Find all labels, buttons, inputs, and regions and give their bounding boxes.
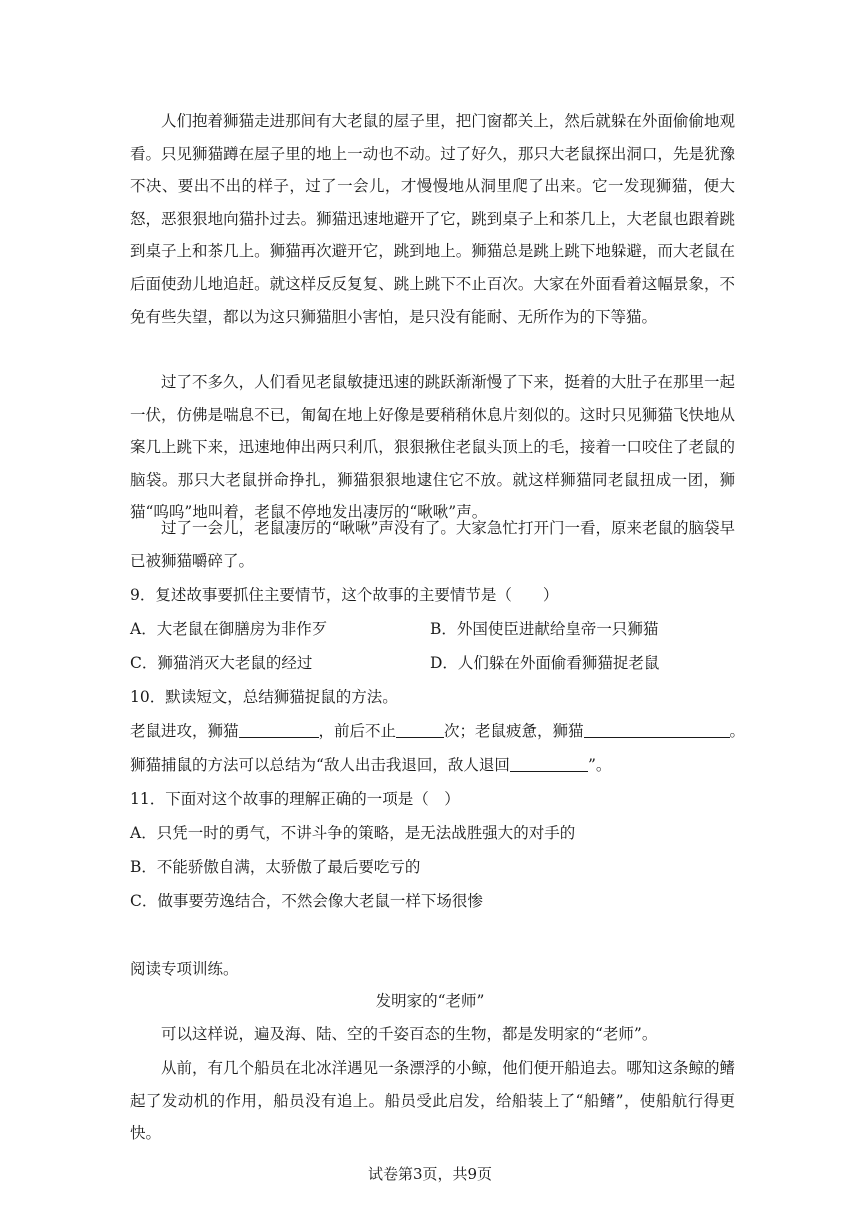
article-paragraph-1: 可以这样说，遍及海、陆、空的千姿百态的生物，都是发明家的“老师”。 — [161, 1025, 658, 1043]
question-9-option-a: A．大老鼠在御膳房为非作歹 — [130, 620, 328, 638]
q10-text-2a: 狮猫捕鼠的方法可以总结为“敌人出击我退回，敌人退回 — [130, 756, 510, 774]
section-heading: 阅读专项训练。 — [130, 960, 239, 978]
q10-blank-4[interactable] — [510, 755, 588, 772]
q10-text-2b: ”。 — [587, 756, 612, 774]
question-10-line-2 — [130, 754, 611, 776]
q10-text-1c: 次；老鼠疲惫，狮猫 — [444, 722, 584, 740]
question-10-line-1 — [130, 720, 745, 742]
q10-text-1d: 。 — [729, 722, 746, 740]
question-11-option-a: A．只凭一时的勇气，不讲斗争的策略，是无法战胜强大的对手的 — [130, 824, 576, 842]
passage1-paragraph-3: 过了一会儿，老鼠凄厉的“啾啾”声没有了。大家急忙打开门一看，原来老鼠的脑袋早已被狮猫嚼碎了。 — [130, 519, 735, 570]
passage1-paragraph-2: 过了不多久，人们看见老鼠敏捷迅速的跳跃渐渐慢了下来，挺着的大肚子在那里一起一伏，仿佛是喘息不已，匍匐在地上好像是要稍稍休息片刻似的。这时只见狮猫飞快地从案几上跳下来，迅速地伸出两只利爪，狠狠揪住老鼠头顶上的毛，接着一口咬住了老鼠的脑袋。那只大老鼠拼命挣扎，狮猫狠狠地逮住它不放。就这样狮猫同老鼠扭成一团，狮猫“呜呜”地叫着，老鼠不停地发出凄厉的“啾啾”声。 — [130, 373, 735, 522]
passage1-paragraph-1: 人们抱着狮猫走进那间有大老鼠的屋子里，把门窗都关上，然后就躲在外面偷偷地观看。只见狮猫蹲在屋子里的地上一动也不动。过了好久，那只大老鼠探出洞口，先是犹豫不决、要出不出的样子，过了一会儿，才慢慢地从洞里爬了出来。它一发现狮猫，便大怒，恶狠狠地向猫扑过去。狮猫迅速地避开了它，跳到桌子上和茶几上，大老鼠也跟着跳到桌子上和茶几上。狮猫再次避开它，跳到地上。狮猫总是跳上跳下地躲避，而大老鼠在后面使劲儿地追赶。就这样反反复复、跳上跳下不止百次。大家在外面看着这幅景象，不免有些失望，都以为这只狮猫胆小害怕，是只没有能耐、无所作为的下等猫。 — [130, 112, 735, 326]
article-paragraph-2: 从前，有几个船员在北冰洋遇见一条漂浮的小鲸，他们便开船追去。哪知这条鲸的鳍起了发动机的作用，船员没有追上。船员受此启发，给船装上了“船鳍”，使船航行得更快。 — [130, 1059, 735, 1143]
question-11-option-c: C．做事要劳逸结合，不然会像大老鼠一样下场很惨 — [130, 892, 483, 910]
question-11-option-b: B．不能骄傲自满，太骄傲了最后要吃亏的 — [130, 858, 421, 876]
question-9-stem: 9．复述故事要抓住主要情节，这个故事的主要情节是（ ） — [130, 586, 559, 604]
q10-blank-3[interactable] — [584, 721, 730, 738]
page-footer: 试卷第3页，共9页 — [367, 1165, 493, 1183]
question-9-option-d: D．人们躲在外面偷看狮猫捉老鼠 — [430, 654, 660, 672]
question-9-option-b: B．外国使臣进献给皇帝一只狮猫 — [430, 620, 659, 638]
q10-blank-1[interactable] — [239, 721, 319, 738]
question-9-option-c: C．狮猫消灭大老鼠的经过 — [130, 654, 313, 672]
question-11-stem: 11．下面对这个故事的理解正确的一项是（ ） — [130, 790, 460, 808]
q10-blank-2[interactable] — [396, 721, 444, 738]
question-10-stem: 10．默读短文，总结狮猫捉鼠的方法。 — [130, 688, 398, 706]
article-title: 发明家的“老师” — [375, 992, 485, 1010]
q10-text-1b: ，前后不止 — [318, 722, 397, 740]
q10-text-1a: 老鼠进攻，狮猫 — [130, 722, 239, 740]
